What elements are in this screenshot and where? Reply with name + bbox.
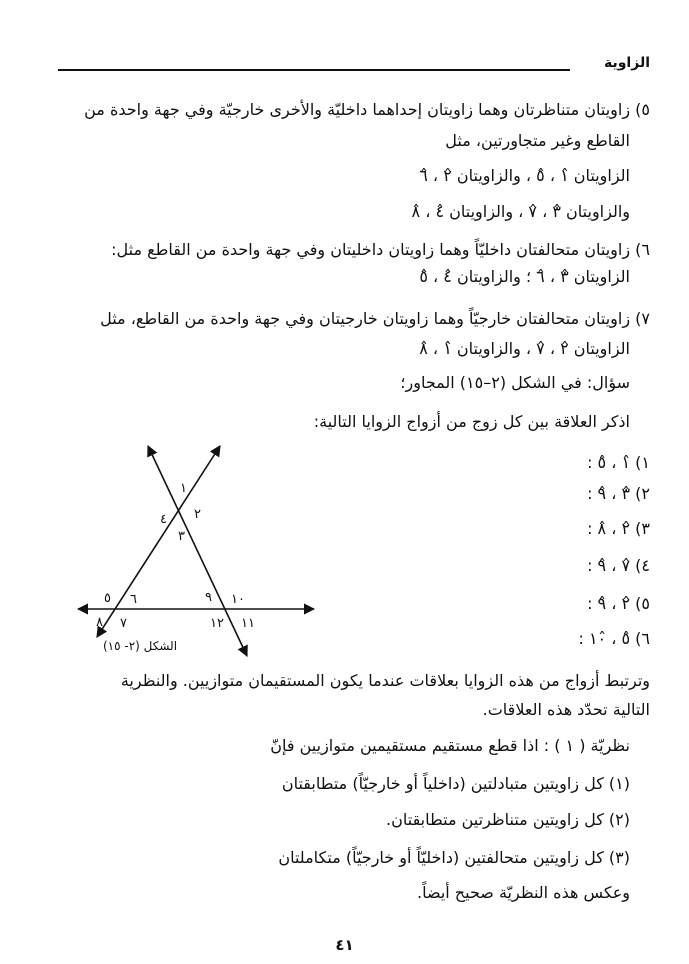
angle-label-5: ٥ bbox=[104, 591, 111, 606]
question-pair-3: ٣) ٢̂ ، ٨̂ : bbox=[587, 519, 650, 538]
item-5-line-4: والزاويتان ٣̂ ، ٧̂ ، والزاويتان ٤̂ ، ٨̂ bbox=[411, 202, 630, 221]
theorem-part-2: (٢) كل زاويتين متناظرتين متطابقتان. bbox=[386, 810, 630, 829]
angle-label-10: ١٠ bbox=[231, 592, 245, 607]
question-pair-6: ٦) ٥̂ ، ١٠̂ : bbox=[578, 629, 650, 648]
angle-label-2: ٢ bbox=[194, 507, 201, 522]
theorem-statement: نظريّة ( ١ ) : اذا قطع مستقيم مستقيمين متوازيين فإنّ bbox=[270, 736, 630, 755]
item-7-line-1: ٧) زاويتان متحالفتان خارجيّاً وهما زاويتان خارجيتان وفي جهة واحدة من القاطع، مثل bbox=[100, 309, 650, 328]
theorem-part-3: (٣) كل زاويتين متحالفتين (داخليّاً أو خارجيّاً) متكاملتان bbox=[278, 848, 630, 867]
page-number: ٤١ bbox=[335, 936, 354, 954]
paragraph-line-1: وترتبط أزواج من هذه الزوايا بعلاقات عندما يكون المستقيمان متوازيين. والنظرية bbox=[120, 671, 650, 690]
paragraph-line-2: التالية تحدّد هذه العلاقات. bbox=[482, 700, 650, 719]
question-pair-5: ٥) ٢̂ ، ٩̂ : bbox=[587, 594, 650, 613]
item-5-line-1: ٥) زاويتان متناظرتان وهما زاويتان إحداهما داخليّة والأخرى خارجيّة وفي جهة واحدة من bbox=[84, 100, 650, 119]
item-7-line-2: الزاويتان ٢̂ ، ٧̂ ، والزاويتان ١̂ ، ٨̂ bbox=[419, 339, 630, 358]
chapter-title: الزاوية bbox=[603, 55, 650, 71]
question-title: سؤال: في الشكل (٢–١٥) المجاور؛ bbox=[400, 373, 630, 392]
question-pair-4: ٤) ٧̂ ، ٩̂ : bbox=[587, 556, 650, 575]
page-header bbox=[58, 55, 650, 79]
transversal-figure bbox=[70, 440, 330, 668]
question-pair-2: ٢) ٣̂ ، ٩̂ : bbox=[587, 484, 650, 503]
header-rule bbox=[58, 69, 570, 71]
question-pair-1: ١) ١̂ ، ٥̂ : bbox=[587, 453, 650, 472]
item-5-line-2: القاطع وغير متجاورتين، مثل bbox=[445, 131, 630, 150]
angle-label-9: ٩ bbox=[205, 590, 212, 605]
item-5-line-3: الزاويتان ١̂ ، ٥̂ ، والزاويتان ٢̂ ، ٦̂ bbox=[419, 166, 630, 185]
question-prompt: اذكر العلاقة بين كل زوج من أزواج الزوايا التالية: bbox=[313, 412, 630, 431]
angle-label-6: ٦ bbox=[130, 592, 137, 607]
figure-caption: الشكل (٢- ١٥) bbox=[102, 639, 178, 653]
angle-label-3: ٣ bbox=[178, 529, 185, 544]
converse-note: وعكس هذه النظريّة صحيح أيضاً. bbox=[416, 883, 630, 902]
angle-label-7: ٧ bbox=[120, 616, 127, 631]
item-6-line-1: ٦) زاويتان متحالفتان داخليّاً وهما زاويتان داخليتان وفي جهة واحدة من القاطع مثل: bbox=[111, 240, 650, 259]
transversal-line-a bbox=[148, 446, 247, 656]
item-6-line-2: الزاويتان ٣̂ ، ٦̂ ؛ والزاويتان ٤̂ ، ٥̂ bbox=[419, 267, 630, 286]
angle-label-8: ٨ bbox=[96, 615, 103, 630]
angle-label-12: ١٢ bbox=[210, 616, 224, 631]
angle-label-4: ٤ bbox=[160, 512, 167, 527]
angle-label-11: ١١ bbox=[241, 616, 255, 631]
angle-label-1: ١ bbox=[180, 481, 187, 496]
theorem-part-1: (١) كل زاويتين متبادلتين (داخلياً أو خارجيّاً) متطابقتان bbox=[281, 774, 630, 793]
